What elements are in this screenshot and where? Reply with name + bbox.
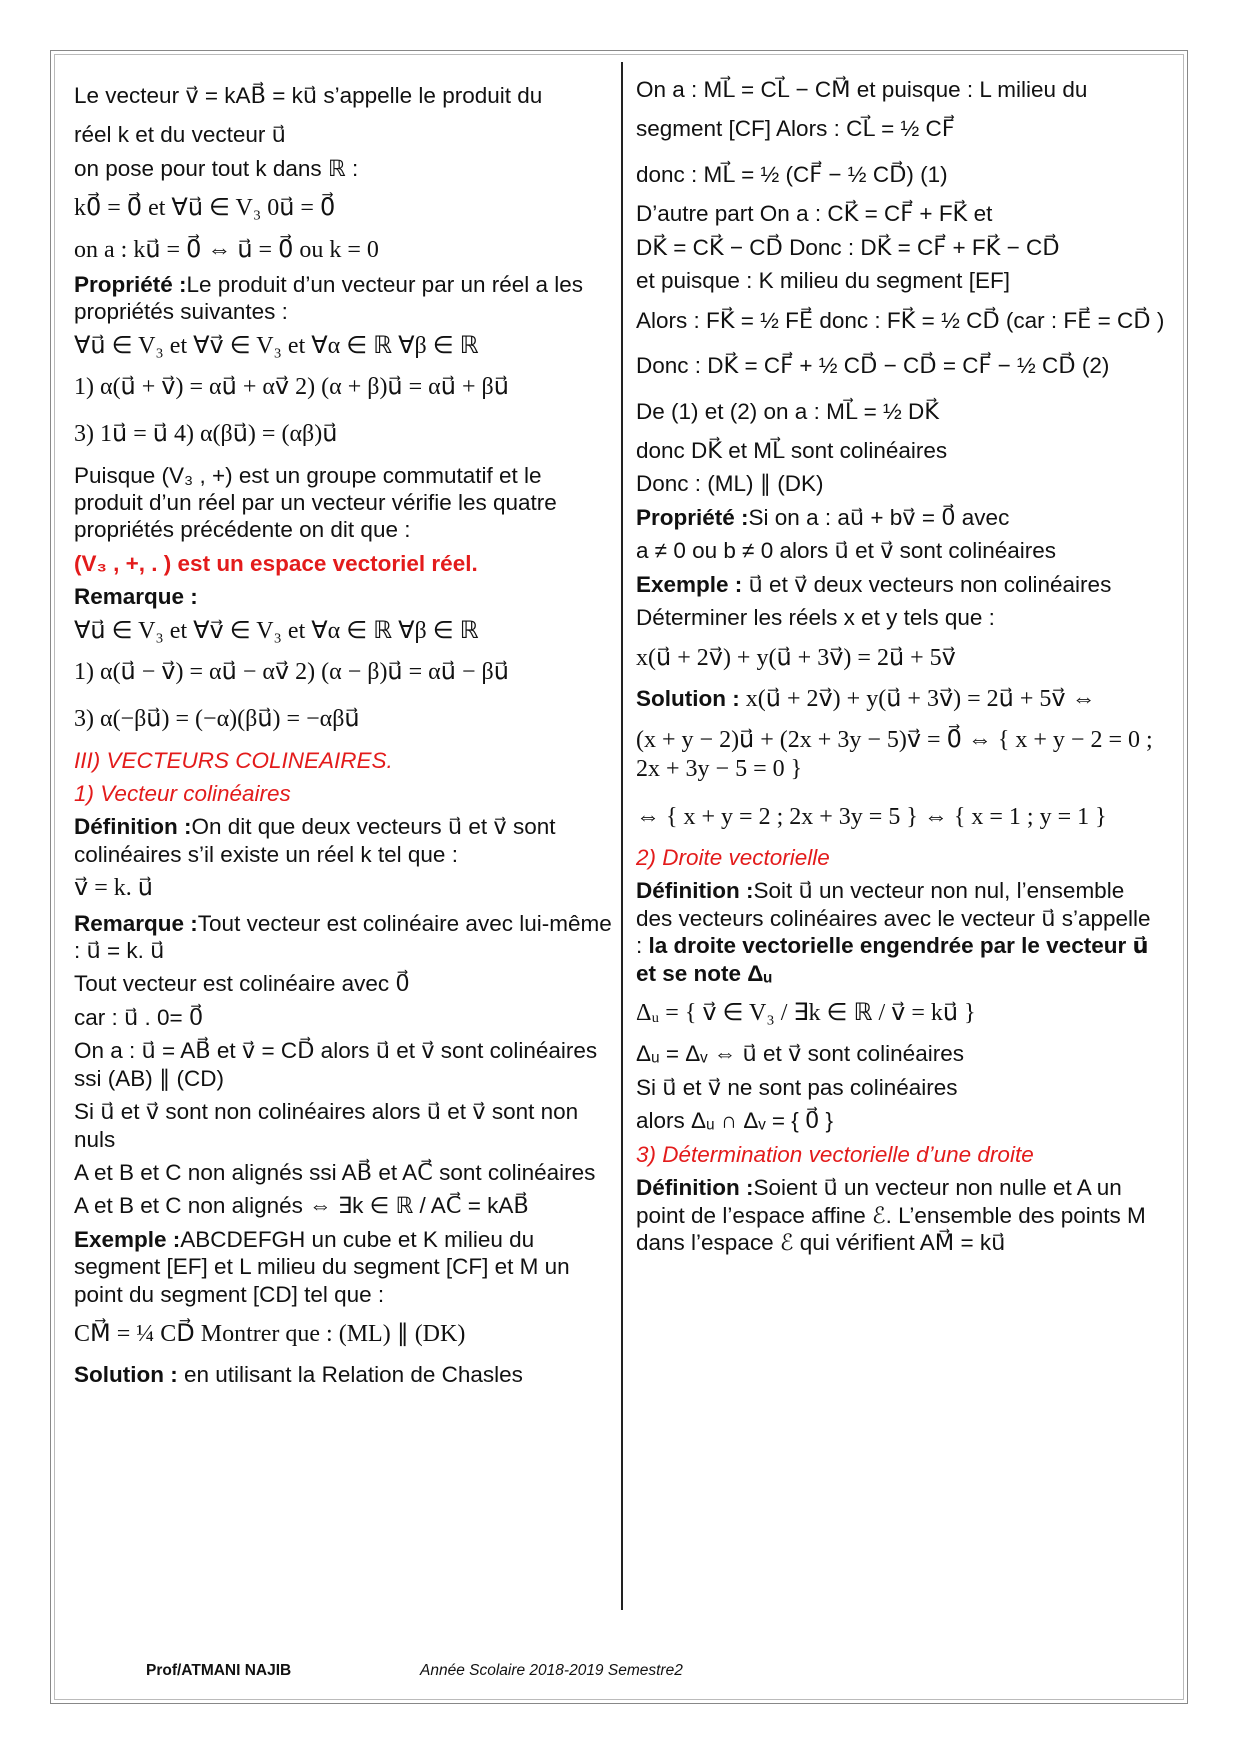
formula-line: on a : ku⃗ = 0⃗ ⇔ u⃗ = 0⃗ ou k = 0 (74, 236, 379, 263)
text-line: car : u⃗ . 0= 0⃗ (74, 1004, 204, 1030)
property-paragraph (74, 271, 614, 326)
formula-line: (x + y − 2)u⃗ + (2x + 3y − 5)v⃗ = 0⃗ ⇔ { x + y − 2 = 0 ; 2x + 3y − 5 = 0 } (636, 727, 1153, 783)
text-line: De (1) et (2) on a : ML⃗ = ½ DK⃗ (636, 398, 940, 424)
paragraph-text: u⃗ et v⃗ deux vecteurs non colinéaires (742, 571, 1112, 597)
left-column (74, 76, 614, 1395)
text-line: et puisque : K milieu du segment [EF] (636, 268, 1010, 294)
formula-line: ∀u⃗ ∈ V₃ et ∀v⃗ ∈ V₃ et ∀α ∈ ℝ ∀β ∈ ℝ (74, 617, 479, 644)
formula-line: CM⃗ = ¼ CD⃗ Montrer que : (ML) ∥ (DK) (74, 1321, 466, 1348)
heading-label: Solution : (74, 1362, 178, 1388)
definition-paragraph (636, 877, 1156, 987)
formula-line: Δᵤ = { v⃗ ∈ V₃ / ∃k ∈ ℝ / v⃗ = ku⃗ } (636, 1000, 976, 1027)
text-line: donc : ML⃗ = ½ (CF⃗ − ½ CD⃗) (1) (636, 161, 948, 187)
heading-label: Exemple : (74, 1226, 181, 1252)
text-line: réel k et du vecteur u⃗ (74, 122, 286, 148)
paragraph: On a : u⃗ = AB⃗ et v⃗ = CD⃗ alors u⃗ et v⃗ sont colinéaires ssi (AB) ∥ (CD) (74, 1038, 598, 1091)
paragraph: Puisque (V₃ , +) est un groupe commutatif et le produit d’un réel par un vecteur vérifie les quatre propriétés précédente on dit que : (74, 462, 557, 543)
heading-label: Propriété : (74, 271, 187, 297)
formula-line: 1) α(u⃗ + v⃗) = αu⃗ + αv⃗ 2) (α + β)u⃗ = αu⃗ + βu⃗ (74, 373, 509, 400)
heading-label: Solution : (636, 685, 740, 711)
paragraph: A et B et C non alignés ssi AB⃗ et AC⃗ sont colinéaires (74, 1160, 596, 1186)
text-line: a ≠ 0 ou b ≠ 0 alors u⃗ et v⃗ sont colinéaires (636, 538, 1056, 564)
section-title: III) VECTEURS COLINEAIRES. (74, 747, 393, 773)
heading-label: Propriété : (636, 504, 749, 530)
text-line: on pose pour tout k dans ℝ : (74, 155, 359, 181)
heading-label: Définition : (74, 814, 192, 840)
footer-author: Prof/ATMANI NAJIB (146, 1662, 292, 1679)
example-paragraph (74, 1226, 614, 1308)
bold-text: la droite vectorielle engendrée par le vecteur u⃗ et se note Δᵤ (636, 933, 1149, 986)
remark-paragraph (74, 910, 614, 965)
definition-paragraph (74, 813, 614, 868)
formula-line: 3) α(−βu⃗) = (−α)(βu⃗) = −αβu⃗ (74, 706, 360, 733)
text-line: Donc : DK⃗ = CF⃗ + ½ CD⃗ − CD⃗ = CF⃗ − ½ CD⃗ (2) (636, 353, 1110, 379)
paragraph-text: Tout vecteur est colinéaire avec lui-même : u⃗ = k. u⃗ (74, 910, 612, 963)
text-line: donc DK⃗ et ML⃗ sont colinéaires (636, 437, 948, 463)
formula-line: x(u⃗ + 2v⃗) + y(u⃗ + 3v⃗) = 2u⃗ + 5v⃗ (636, 644, 956, 671)
paragraph-text: ABCDEFGH un cube et K milieu du segment [EF] et L milieu du segment [CF] et M un point du segment [CD] tel que : (74, 1226, 570, 1307)
heading-label: Remarque : (74, 584, 198, 610)
formula-line: ∀u⃗ ∈ V₃ et ∀v⃗ ∈ V₃ et ∀α ∈ ℝ ∀β ∈ ℝ (74, 332, 479, 359)
paragraph-text: Soit u⃗ un vecteur non nul, l’ensemble des vecteurs colinéaires avec le vecteur u⃗ s’appelle : (636, 878, 1151, 959)
formula-line: 1) α(u⃗ − v⃗) = αu⃗ − αv⃗ 2) (α − β)u⃗ = αu⃗ − βu⃗ (74, 658, 509, 685)
text-line: Tout vecteur est colinéaire avec 0⃗ (74, 971, 410, 997)
paragraph-text: Le produit d’un vecteur par un réel a les propriétés suivantes : (74, 271, 584, 325)
definition-paragraph (636, 1174, 1156, 1256)
subsection-title: 2) Droite vectorielle (636, 844, 830, 870)
solution-line (74, 1361, 614, 1388)
formula-line: 3) 1u⃗ = u⃗ 4) α(βu⃗) = (αβ)u⃗ (74, 421, 338, 448)
property-line (636, 504, 1156, 531)
heading-label: Définition : (636, 1175, 754, 1201)
column-divider (621, 62, 623, 1610)
text-line: Δᵤ = Δᵥ ⇔ u⃗ et v⃗ sont colinéaires (636, 1041, 964, 1067)
paragraph-text: en utilisant la Relation de Chasles (177, 1362, 523, 1388)
paragraph-text: Soient u⃗ un vecteur non nulle et A un point de l’espace affine ℰ. L’ensemble des points M dans l’espace ℰ qui vérifient AM⃗ = ku⃗ (636, 1175, 1146, 1255)
heading-label: Remarque : (74, 910, 198, 936)
text-line: Le vecteur v⃗ = kAB⃗ = ku⃗ s’appelle le produit du (74, 83, 543, 108)
text-line: Si u⃗ et v⃗ ne sont pas colinéaires (636, 1074, 958, 1100)
text-line: segment [CF] Alors : CL⃗ = ½ CF⃗ (636, 116, 955, 142)
text-line: DK⃗ = CK⃗ − CD⃗ Donc : DK⃗ = CF⃗ + FK⃗ − CD⃗ (636, 234, 1060, 260)
subsection-title: 1) Vecteur colinéaires (74, 780, 291, 806)
right-column (636, 76, 1165, 1262)
formula-line: v⃗ = k. u⃗ (74, 875, 153, 902)
highlight-line: (V₃ , +, . ) est un espace vectoriel réel. (74, 550, 478, 576)
text-line: On a : ML⃗ = CL⃗ − CM⃗ et puisque : L milieu du (636, 77, 1088, 102)
text-line: Déterminer les réels x et y tels que : (636, 605, 995, 631)
paragraph-text: Si on a : au⃗ + bv⃗ = 0⃗ avec (748, 504, 1010, 530)
formula-line: ⇔ { x + y = 2 ; 2x + 3y = 5 } ⇔ { x = 1 ; y = 1 } (636, 803, 1107, 830)
text-line: Alors : FK⃗ = ½ FE⃗ donc : FK⃗ = ½ CD⃗ (car : FE⃗ = CD⃗ ) (636, 307, 1165, 333)
subsection-title: 3) Détermination vectorielle d’une droite (636, 1141, 1034, 1167)
heading-label: Définition : (636, 878, 754, 904)
solution-line (636, 685, 1156, 714)
text-line: alors Δᵤ ∩ Δᵥ = { 0⃗ } (636, 1108, 834, 1134)
text-line: A et B et C non alignés ⇔ ∃k ∈ ℝ / AC⃗ = kAB⃗ (74, 1193, 529, 1219)
text-line: D’autre part On a : CK⃗ = CF⃗ + FK⃗ et (636, 201, 993, 227)
paragraph-text: On dit que deux vecteurs u⃗ et v⃗ sont colinéaires s’il existe un réel k tel que : (74, 814, 556, 867)
heading-label: Exemple : (636, 571, 743, 597)
text-line: Donc : (ML) ∥ (DK) (636, 471, 824, 497)
paragraph-text: x(u⃗ + 2v⃗) + y(u⃗ + 3v⃗) = 2u⃗ + 5v⃗ ⇔ (739, 685, 1096, 712)
formula-line: k0⃗ = 0⃗ et ∀u⃗ ∈ V₃ 0u⃗ = 0⃗ (74, 195, 336, 222)
paragraph: Si u⃗ et v⃗ sont non colinéaires alors u⃗ et v⃗ sont non nuls (74, 1099, 579, 1152)
example-paragraph (636, 571, 1156, 598)
footer-year: Année Scolaire 2018-2019 Semestre2 (420, 1662, 683, 1679)
